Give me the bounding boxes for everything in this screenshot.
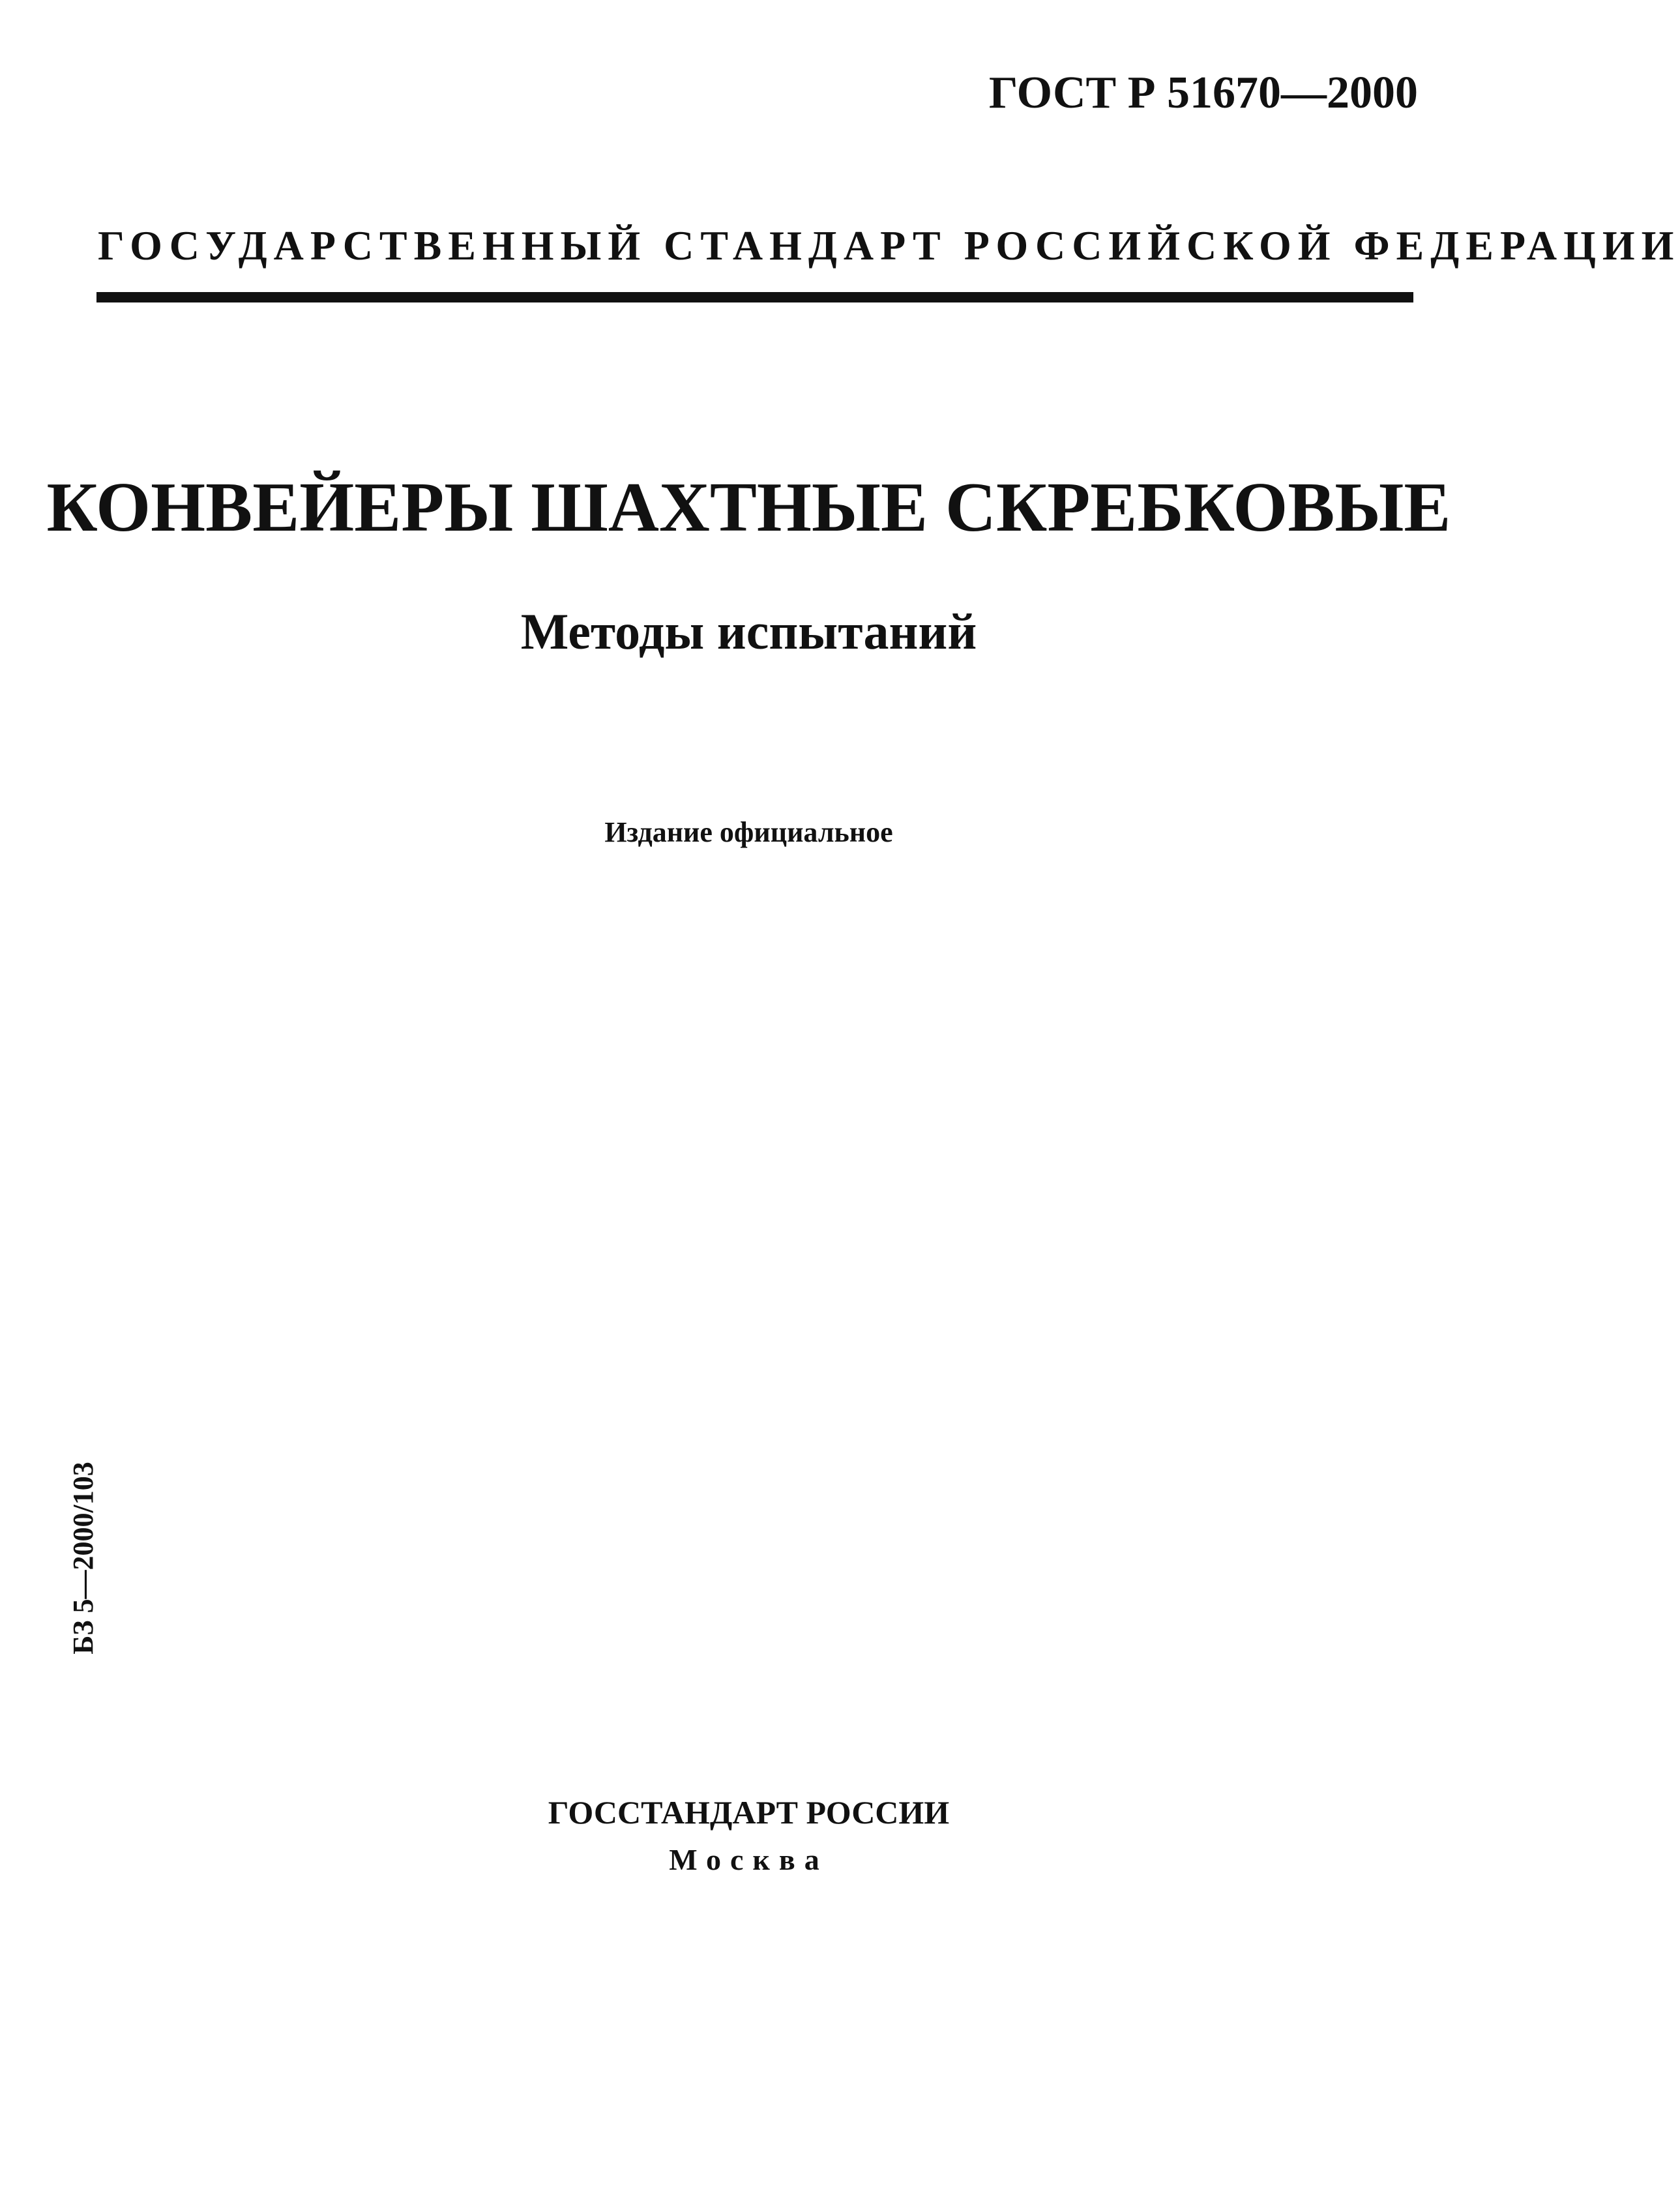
- header-rule: [96, 292, 1413, 302]
- edition-note: Издание официальное: [604, 816, 893, 848]
- side-code: БЗ 5—2000/103: [67, 1462, 100, 1655]
- standard-number: ГОСТ Р 51670—2000: [988, 68, 1418, 118]
- publisher: ГОССТАНДАРТ РОССИИ: [548, 1794, 950, 1831]
- city: Москва: [669, 1843, 829, 1876]
- page-subtitle: Методы испытаний: [520, 603, 977, 660]
- side-code-container: [64, 1376, 103, 1741]
- header-title: ГОСУДАРСТВЕННЫЙ СТАНДАРТ РОССИЙСКОЙ ФЕДЕРАЦИИ: [98, 222, 1680, 269]
- page-title: КОНВЕЙЕРЫ ШАХТНЫЕ СКРЕБКОВЫЕ: [46, 469, 1451, 546]
